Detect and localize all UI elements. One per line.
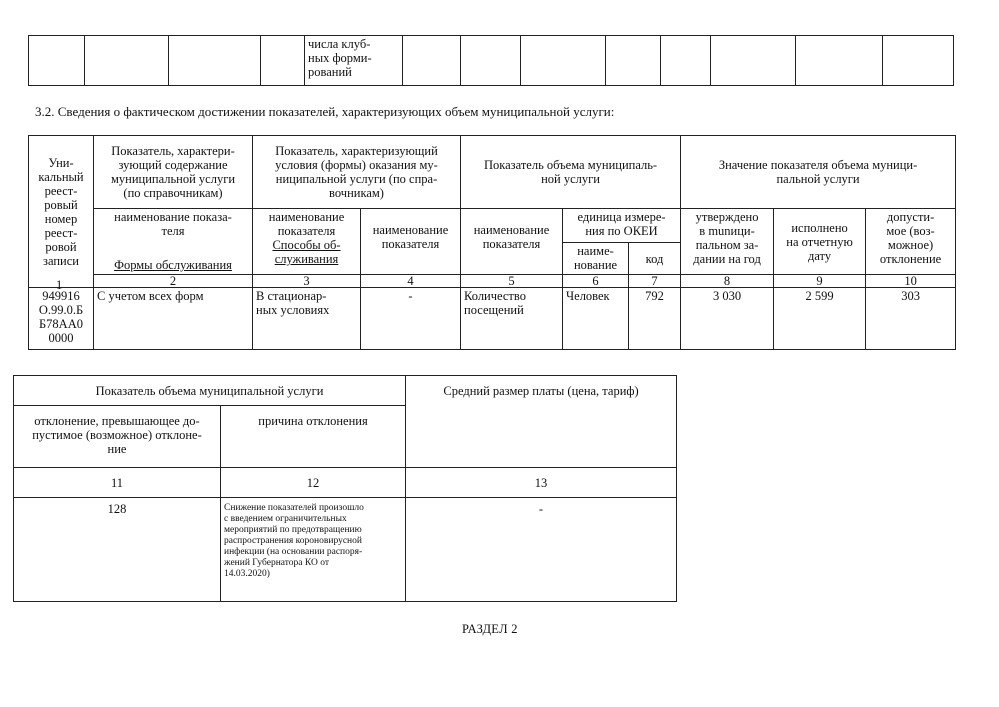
header-unique-number: Уни- кальный реест- ровый номер реест- ровой записи — [29, 136, 94, 288]
col-number: 3 — [253, 275, 361, 288]
subheader-conditions-name-2: наименование показателя — [361, 209, 461, 275]
top-cell — [261, 36, 305, 86]
top-cell — [85, 36, 169, 86]
col-number: 10 — [866, 275, 956, 288]
row-unit-name: Человек — [563, 288, 629, 350]
header-volume-indicator: Показатель объема муниципаль- ной услуги — [461, 136, 681, 209]
column-numbers-row — [14, 468, 677, 498]
top-cell — [169, 36, 261, 86]
subheader-done: исполнено на отчетную дату — [774, 209, 866, 275]
col-number: 4 — [361, 275, 461, 288]
col-number: 7 — [629, 275, 681, 288]
top-cell — [521, 36, 606, 86]
table-row — [14, 498, 677, 602]
header-average-fee: Средний размер платы (цена, тариф) — [406, 376, 677, 468]
subheader-exceed: отклонение, превышающее до- пустимое (возможное) отклоне- ние — [14, 406, 221, 468]
section-title: РАЗДЕЛ 2 — [462, 622, 518, 636]
top-partial-text: числа клуб- ных форми- рований — [305, 36, 403, 86]
deviation-table — [13, 375, 677, 602]
header-content-indicator: Показатель, характери- зующий содержание муниципальной услуги (по справочникам) — [94, 136, 253, 209]
top-partial-table — [28, 35, 954, 86]
row-reason: Снижение показателей произошло с введением ограничительных мероприятий по предотвращению распространения короновирусной инфекции (на основании распоря- жений Губернатора КО от 14.03.2020) — [221, 498, 406, 602]
header-volume-indicator-2: Показатель объема муниципальной услуги — [14, 376, 406, 406]
subheader-allowed: допусти- мое (воз- можное) отклонение — [866, 209, 956, 275]
row-allowed: 303 — [866, 288, 956, 350]
row-done: 2 599 — [774, 288, 866, 350]
top-cell — [661, 36, 711, 86]
top-cell — [403, 36, 461, 86]
volume-indicators-table — [28, 135, 956, 350]
header-volume-value: Значение показателя объема муници- пальной услуги — [681, 136, 956, 209]
section-heading: 3.2. Сведения о фактическом достижении показателей, характеризующих объем муниципальной услуги: — [35, 104, 615, 119]
top-cell — [711, 36, 796, 86]
col-number: 2 — [94, 275, 253, 288]
row-conditions: В стационар- ных условиях — [253, 288, 361, 350]
subheader-unit-name: наиме- нование — [563, 243, 629, 275]
col-number: 9 — [774, 275, 866, 288]
row-volume-name: Количество посещений — [461, 288, 563, 350]
subheader-reason: причина отклонения — [221, 406, 406, 468]
subheader-volume-name: наименование показателя — [461, 209, 563, 275]
column-numbers-row — [29, 275, 956, 288]
col-number: 13 — [406, 468, 677, 498]
top-cell — [606, 36, 661, 86]
subheader-conditions-name-label: наименование показателя — [268, 210, 345, 238]
col-number: 6 — [563, 275, 629, 288]
subheader-conditions-name — [253, 209, 361, 275]
row-unit-code: 792 — [629, 288, 681, 350]
row-fee: - — [406, 498, 677, 602]
subheader-approved: утверждено в munици- пальном за- дании на год — [681, 209, 774, 275]
top-cell — [796, 36, 883, 86]
col-number: 1 — [56, 278, 63, 292]
col-number: 12 — [221, 468, 406, 498]
col-number: 5 — [461, 275, 563, 288]
row-conditions-2: - — [361, 288, 461, 350]
subheader-unit: единица измере- ния по ОКЕИ — [563, 209, 681, 243]
row-content: С учетом всех форм — [94, 288, 253, 350]
row-exceed: 128 — [14, 498, 221, 602]
top-cell — [883, 36, 954, 86]
subheader-content-name-label: наименование показа- теля — [114, 210, 232, 238]
top-cell — [29, 36, 85, 86]
subheader-forms: Формы обслуживания — [114, 258, 232, 272]
col-number: 11 — [14, 468, 221, 498]
table-row — [29, 288, 956, 350]
subheader-methods: Способы об- служивания — [272, 238, 341, 266]
row-approved: 3 030 — [681, 288, 774, 350]
subheader-unit-code: код — [629, 243, 681, 275]
row-unique-number: 949916 О.99.0.Б Б78АА0 0000 — [29, 288, 94, 350]
subheader-content-name — [94, 209, 253, 275]
col-number: 8 — [681, 275, 774, 288]
top-cell — [461, 36, 521, 86]
header-conditions-indicator: Показатель, характеризующий условия (формы) оказания му- ниципальной услуги (по спра- вочникам) — [253, 136, 461, 209]
